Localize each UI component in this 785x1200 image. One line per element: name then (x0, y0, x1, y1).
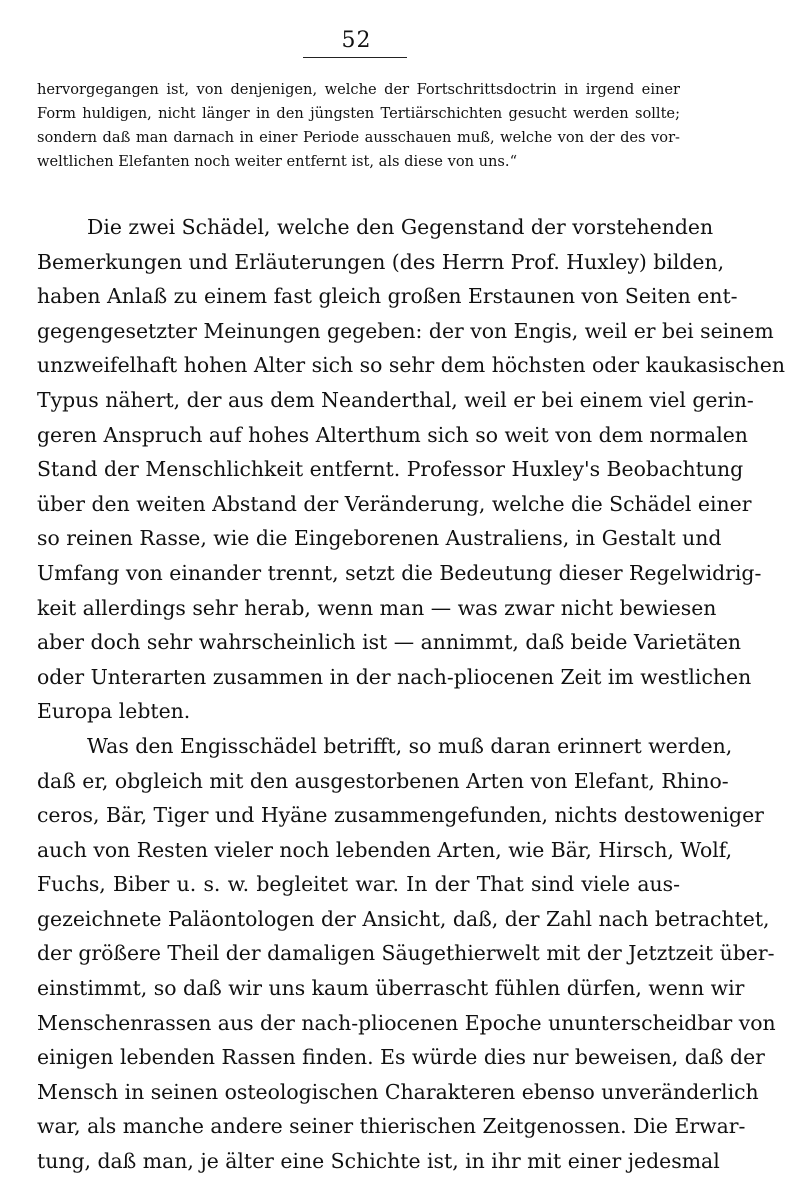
paragraph1-line: über den weiten Abstand der Veränderung, welche die Schädel einer (37, 491, 752, 516)
paragraph2-line: gezeichnete Paläontologen der Ansicht, daß, der Zahl nach betrachtet, (37, 906, 770, 931)
quote-line: hervorgegangen ist, von denjenigen, welche der Fortschrittsdoctrin in irgend einer (37, 81, 680, 98)
paragraph2-line: auch von Resten vieler noch lebenden Arten, wie Bär, Hirsch, Wolf, (37, 837, 733, 862)
header-rule (303, 57, 407, 58)
paragraph1-line: unzweifelhaft hohen Alter sich so sehr dem höchsten oder kaukasischen (37, 353, 785, 378)
quote-line: Form huldigen, nicht länger in den jüngsten Tertiärschichten gesucht werden sollte; (37, 105, 680, 122)
body-text (37, 210, 785, 1179)
paragraph2-line: daß er, obgleich mit den ausgestorbenen Arten von Elefant, Rhino- (37, 768, 729, 793)
paragraph1-line: oder Unterarten zusammen in der nach-pliocenen Zeit im westlichen (37, 664, 752, 689)
quote-line: weltlichen Elefanten noch weiter entfernt ist, als diese von uns.“ (37, 153, 518, 170)
paragraph2-line: Menschenrassen aus der nach-pliocenen Epoche ununterscheidbar von (37, 1010, 776, 1035)
paragraph1-line: Stand der Menschlichkeit entfernt. Professor Huxley's Beobachtung (37, 457, 744, 482)
paragraph1-line: haben Anlaß zu einem fast gleich großen Erstaunen von Seiten ent- (37, 284, 738, 309)
paragraph2-line: einigen lebenden Rassen finden. Es würde dies nur beweisen, daß der (37, 1045, 765, 1070)
paragraph2-line: Mensch in seinen osteologischen Charakteren ebenso unveränderlich (37, 1079, 759, 1104)
paragraph1-line: Die zwei Schädel, welche den Gegenstand der vorstehenden (87, 215, 714, 239)
paragraph1-line: aber doch sehr wahrscheinlich ist — annimmt, daß beide Varietäten (37, 630, 742, 655)
paragraph1-line: gegengesetzter Meinungen gegeben: der von Engis, weil er bei seinem (37, 318, 774, 343)
paragraph1-line: keit allerdings sehr herab, wenn man — was zwar nicht bewiesen (37, 595, 717, 620)
quote-block (37, 78, 680, 174)
paragraph2-line: einstimmt, so daß wir uns kaum überrascht fühlen dürfen, wenn wir (37, 976, 745, 1001)
paragraph2-line: ceros, Bär, Tiger und Hyäne zusammengefunden, nichts destoweniger (37, 803, 764, 828)
paragraph1-line: Bemerkungen und Erläuterungen (des Herrn Prof. Huxley) bilden, (37, 249, 725, 274)
paragraph1-line: Umfang von einander trennt, setzt die Bedeutung dieser Regelwidrig- (37, 560, 762, 585)
paragraph1-line: geren Anspruch auf hohes Alterthum sich so weit von dem normalen (37, 422, 748, 447)
paragraph2-line: Fuchs, Biber u. s. w. begleitet war. In der That sind viele aus- (37, 872, 680, 897)
paragraph1-line: so reinen Rasse, wie die Eingeborenen Australiens, in Gestalt und (37, 526, 722, 551)
paragraph2-line: Was den Engisschädel betrifft, so muß daran erinnert werden, (87, 733, 733, 758)
page-number: 52 (341, 28, 372, 53)
paragraph1-line: Typus nähert, der aus dem Neanderthal, weil er bei einem viel gerin- (37, 387, 754, 412)
paragraph1-line: Europa lebten. (37, 699, 191, 724)
paragraph2-line: war, als manche andere seiner thierischen Zeitgenossen. Die Erwar- (37, 1114, 746, 1139)
paragraph2-line: der größere Theil der damaligen Säugethierwelt mit der Jetztzeit über- (37, 941, 775, 966)
quote-line: sondern daß man darnach in einer Periode ausschauen muß, welche von der des vor- (37, 129, 680, 146)
paragraph2-line: tung, daß man, je älter eine Schichte ist, in ihr mit einer jedesmal (37, 1149, 720, 1174)
